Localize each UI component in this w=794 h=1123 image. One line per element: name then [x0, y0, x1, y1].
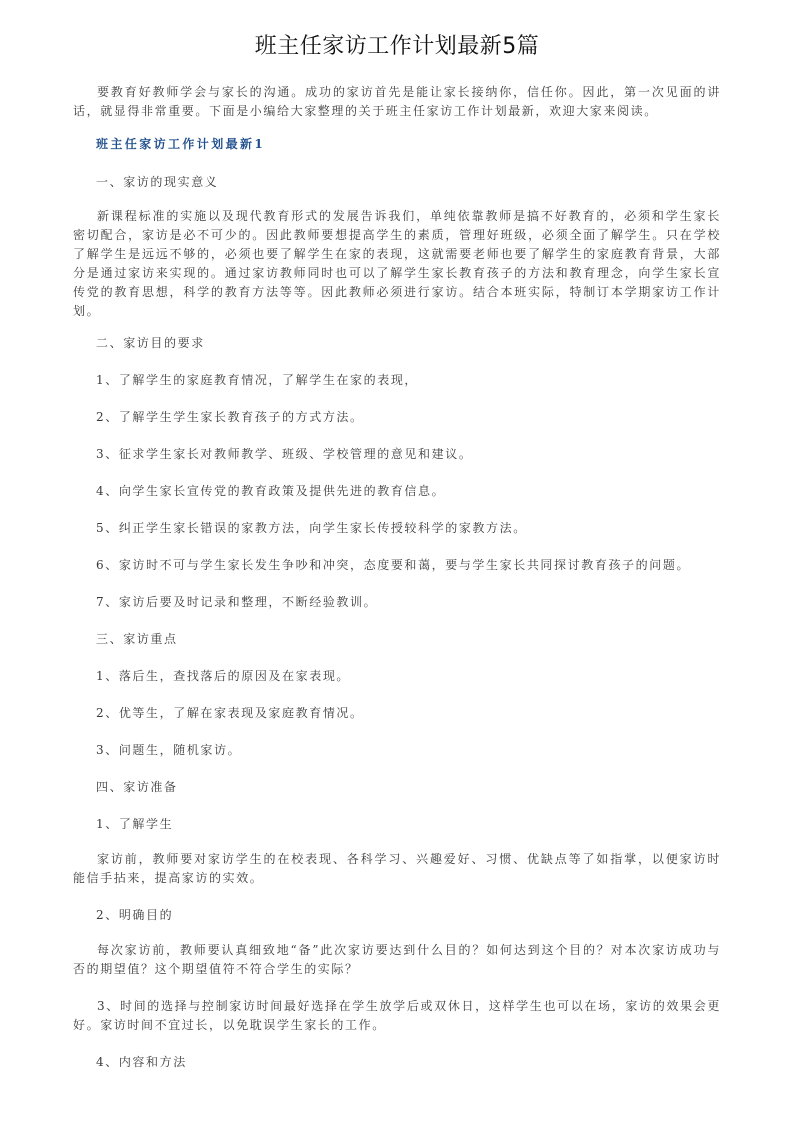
section2-heading: 二、家访目的要求 [96, 336, 205, 350]
list-item: 3、问题生，随机家访。 [96, 743, 242, 757]
list-item: 1、了解学生的家庭教育情况，了解学生在家的表现， [96, 373, 419, 387]
list-item: 2、了解学生学生家长教育孩子的方式方法。 [96, 410, 364, 424]
section4-sub4-heading: 4、内容和方法 [96, 1055, 187, 1069]
section4-sub1-heading: 1、了解学生 [96, 817, 174, 831]
section4-sub3-paragraph: 3、时间的选择与控制家访时间最好选择在学生放学后或双休日，这样学生也可以在场，家访的效果会更好。家访时间不宜过长，以免耽误学生家长的工作。 [73, 999, 721, 1032]
section4-sub1-paragraph: 家访前，教师要对家访学生的在校表现、各科学习、兴趣爱好、习惯、优缺点等了如指掌，以便家访时能信手拈来，提高家访的实效。 [73, 852, 721, 885]
section3-heading: 三、家访重点 [96, 632, 178, 646]
section1-heading: 一、家访的现实意义 [96, 175, 219, 189]
list-item: 5、纠正学生家长错误的家教方法，向学生家长传授较科学的家教方法。 [96, 521, 527, 535]
intro-paragraph: 要教育好教师学会与家长的沟通。成功的家访首先是能让家长接纳你，信任你。因此，第一次见面的讲话，就显得非常重要。下面是小编给大家整理的关于班主任家访工作计划最新，欢迎大家来阅读。 [73, 85, 721, 118]
list-item: 6、家访时不可与学生家长发生争吵和冲突，态度要和蔼，要与学生家长共同探讨教育孩子的问题。 [96, 558, 691, 572]
article-heading: 班主任家访工作计划最新1 [96, 137, 266, 151]
list-item: 2、优等生，了解在家表现及家庭教育情况。 [96, 706, 364, 720]
list-item: 1、落后生，查找落后的原因及在家表现。 [96, 669, 351, 683]
list-item: 4、向学生家长宣传党的教育政策及提供先进的教育信息。 [96, 484, 446, 498]
list-item: 3、征求学生家长对教师教学、班级、学校管理的意见和建议。 [96, 447, 473, 461]
list-item: 7、家访后要及时记录和整理，不断经验教训。 [96, 595, 378, 609]
section4-heading: 四、家访准备 [96, 780, 178, 794]
section4-sub2-heading: 2、明确目的 [96, 908, 174, 922]
section1-paragraph: 新课程标准的实施以及现代教育形式的发展告诉我们，单纯依靠教师是搞不好教育的，必须和学生家长密切配合，家访是必不可少的。因此教师要想提高学生的素质，管理好班级，必须全面了解学生。只在学校了解学生是远远不够的，必须也要了解学生在家的表现，这就需要老师也要了解学生的家庭教育背景，大部分是通过家访来实现的。通过家访教师同时也可以了解学生家长教育孩子的方法和教育理念，向学生家长宣传党的教育思想，科学的教育方法等等。因此教师必须进行家访。结合本班实际，特制订本学期家访工作计划。 [73, 209, 721, 318]
section4-sub2-paragraph: 每次家访前，教师要认真细致地“备”此次家访要达到什么目的？如何达到这个目的？对本次家访成功与否的期望值？这个期望值符不符合学生的实际？ [73, 943, 721, 976]
document-title: 班主任家访工作计划最新5篇 [254, 34, 540, 59]
